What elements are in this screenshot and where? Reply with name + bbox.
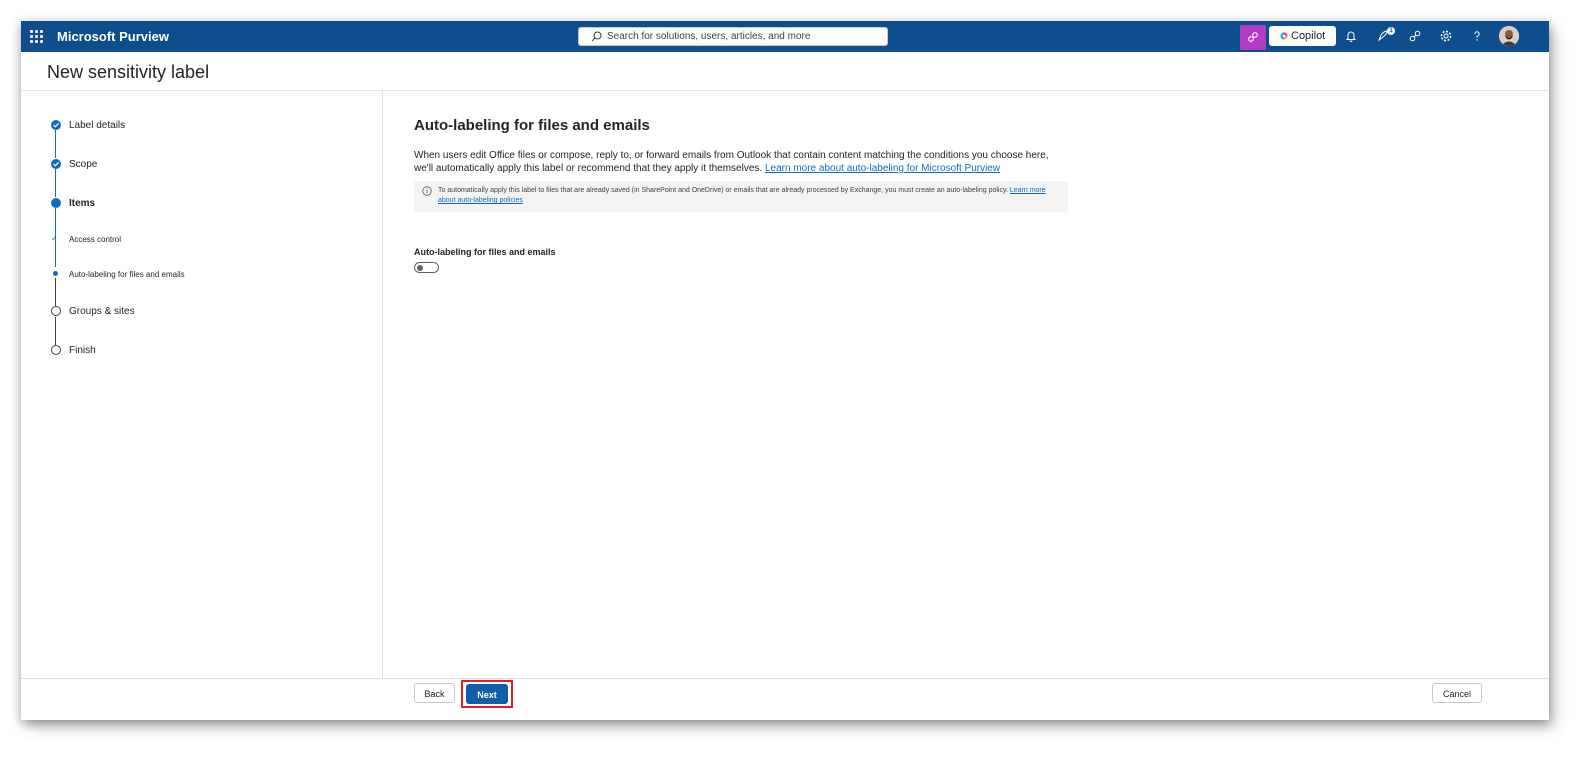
next-button[interactable]: Next: [466, 684, 508, 704]
copilot-logo-icon: [1280, 32, 1288, 40]
info-icon: [422, 186, 432, 196]
header-divider: [21, 90, 1549, 91]
step-connector: [55, 169, 56, 197]
notification-badge: 1: [1387, 27, 1395, 35]
waffle-icon[interactable]: [30, 30, 43, 43]
top-bar: [21, 21, 1549, 52]
info-message: [438, 186, 1058, 206]
learn-more-policies-link[interactable]: Learn more about auto-labeling policies: [438, 187, 1046, 204]
help-icon[interactable]: [1470, 29, 1484, 43]
step-items[interactable]: Items: [69, 198, 96, 209]
description-text: When users edit Office files or compose, reply to, or forward emails from Outlook that contain content matching the conditions you choose here, we'll automatically apply this label or recommend that they apply it themselves.: [414, 150, 1049, 174]
back-button[interactable]: Back: [414, 683, 455, 703]
step-groups-sites[interactable]: Groups & sites: [69, 306, 135, 317]
step-connector: [55, 278, 56, 306]
info-text: To automatically apply this label to files that are already saved (in SharePoint and OneDrive) or emails that are already processed by Exchange, you must create an auto-labeling policy.: [438, 187, 1008, 194]
step-finish[interactable]: Finish: [69, 345, 96, 356]
step-current-icon: [51, 198, 61, 208]
toggle-knob: [417, 265, 423, 271]
toggle-label: Auto-labeling for files and emails: [414, 247, 556, 257]
search-input[interactable]: [607, 29, 877, 44]
cancel-button[interactable]: Cancel: [1432, 683, 1482, 703]
footer-divider: [21, 678, 1549, 679]
search-box[interactable]: [578, 27, 888, 46]
content-description: [414, 149, 1064, 175]
search-icon: [591, 31, 602, 42]
substep-current-icon: [53, 271, 58, 276]
step-connector: [55, 130, 56, 158]
gear-icon[interactable]: [1439, 29, 1453, 43]
avatar[interactable]: [1499, 26, 1519, 46]
extension-button[interactable]: [1240, 25, 1266, 50]
step-done-icon: [51, 120, 61, 130]
substep-access-control[interactable]: Access control: [69, 235, 122, 244]
copilot-button[interactable]: [1269, 26, 1336, 46]
step-todo-icon: [51, 306, 61, 316]
step-scope[interactable]: Scope: [69, 159, 98, 170]
extension-icon: [1247, 31, 1259, 43]
content-title: Auto-labeling for files and emails: [414, 117, 650, 134]
learn-more-auto-labeling-link[interactable]: Learn more about auto-labeling for Microsoft Purview: [764, 163, 1001, 174]
step-connector: [55, 317, 56, 345]
next-button-highlight: [461, 680, 513, 708]
purview-window: [21, 21, 1549, 720]
substep-auto-labeling[interactable]: Auto-labeling for files and emails: [69, 270, 185, 279]
step-todo-icon: [51, 345, 61, 355]
auto-labeling-toggle[interactable]: [414, 262, 439, 273]
page-title: New sensitivity label: [47, 62, 210, 82]
nav-divider: [382, 91, 383, 678]
info-message-bar: [414, 181, 1068, 212]
app-title[interactable]: Microsoft Purview: [57, 29, 169, 44]
bell-icon[interactable]: [1344, 29, 1358, 43]
connections-icon[interactable]: [1408, 29, 1422, 43]
user-photo-icon: [1499, 26, 1519, 46]
copilot-label: Copilot: [1291, 30, 1326, 42]
step-label-details[interactable]: Label details: [69, 120, 126, 131]
substep-done-icon: ✓: [51, 234, 58, 243]
step-done-icon: [51, 159, 61, 169]
